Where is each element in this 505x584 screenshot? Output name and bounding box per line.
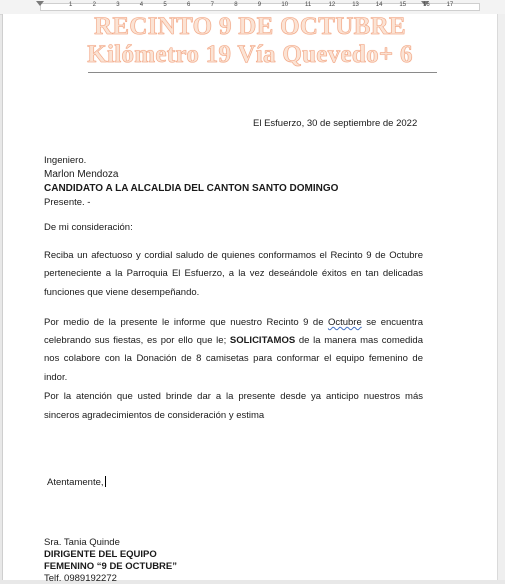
ruler-number: 1	[69, 2, 73, 8]
closing[interactable]: Atentamente,	[47, 477, 104, 488]
ruler-number: 17	[446, 2, 454, 8]
signer-role-line-1: DIRIGENTE DEL EQUIPO	[44, 549, 157, 560]
signer-phone: Telf. 0989192272	[44, 573, 117, 584]
paragraph-2-line-2: celebrando sus fiestas, es por ello que le; SOLICITAMOS de la manera mas comedida	[44, 335, 423, 346]
letterhead-title: RECINTO 9 DE OCTUBRE	[94, 13, 406, 40]
ruler-number: 9	[257, 2, 262, 8]
vertical-scrollbar[interactable]	[497, 14, 505, 580]
paragraph-2-line-1: Por medio de la presente le informe que nuestro Recinto 9 de Octubre se encuentra	[44, 317, 423, 328]
signer-role-line-2: FEMENINO “9 DE OCTUBRE”	[44, 561, 178, 572]
paragraph-1-line-2: perteneciente a la Parroquia El Esfuerzo, a la vez deseándole éxitos en tan delicadas	[44, 268, 423, 279]
ruler-number: 12	[328, 2, 336, 8]
ruler-number: 15	[399, 2, 407, 8]
ruler-number: 8	[234, 2, 238, 8]
paragraph-1-line-1: Reciba un afectuoso y cordial saludo de quienes conformamos el Recinto 9 de Octubre	[44, 250, 423, 261]
left-indent-marker[interactable]	[36, 1, 44, 6]
spellcheck-word[interactable]: Octubre	[327, 317, 362, 328]
ruler-number: 11	[305, 2, 312, 8]
paragraph-3-line-2: sinceros agradecimientos de consideración y estima	[44, 410, 265, 421]
ruler-number: 2	[92, 2, 96, 8]
paragraph-2-line-4: indor.	[44, 372, 68, 383]
recipient-name: Marlon Mendoza	[44, 169, 119, 180]
text-cursor	[105, 476, 106, 487]
header-rule	[88, 72, 437, 73]
ruler-number: 16	[423, 2, 430, 8]
paragraph-1-line-3: funciones que viene desempeñando.	[44, 287, 200, 298]
recipient-role: CANDIDATO A LA ALCALDIA DEL CANTON SANTO DOMINGO	[44, 183, 339, 194]
ruler-number: 7	[210, 2, 214, 8]
letter-date: El Esfuerzo, 30 de septiembre de 2022	[253, 118, 418, 129]
paragraph-2-line-3: nos colabore con la Donación de 8 camisetas para conformar el equipo femenino de	[44, 353, 423, 364]
ruler-number: 3	[116, 2, 120, 8]
ruler-number: 5	[163, 2, 167, 8]
ruler-number: 4	[139, 2, 144, 8]
ruler-number: 14	[375, 2, 383, 8]
recipient-title: Ingeniero.	[44, 155, 87, 166]
greeting: De mi consideración:	[44, 222, 133, 233]
ruler-number: 13	[352, 2, 359, 8]
signer-name: Sra. Tania Quinde	[44, 537, 120, 548]
letterhead-address: Kilómetro 19 Vía Quevedo+ 6	[87, 41, 413, 68]
ruler-number: 6	[187, 2, 191, 8]
presente-line: Presente. -	[44, 197, 91, 208]
ruler-number: 10	[281, 2, 289, 8]
paragraph-3-line-1: Por la atención que usted brinde dar a la presente desde ya anticipo nuestros más	[44, 391, 423, 402]
document-page[interactable]	[2, 13, 498, 584]
